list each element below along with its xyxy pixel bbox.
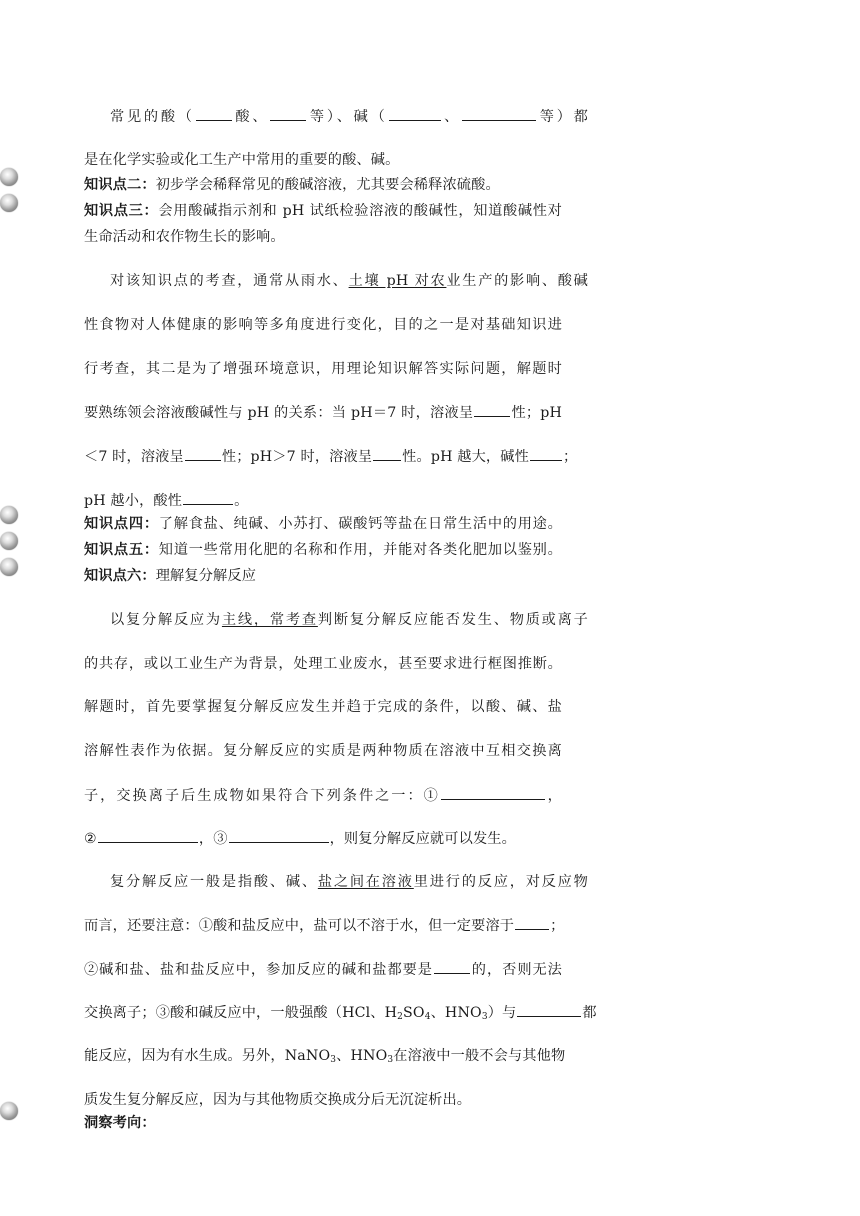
- answer-blank[interactable]: [389, 106, 441, 121]
- answer-blank[interactable]: [196, 106, 232, 121]
- answer-blank[interactable]: [515, 915, 549, 930]
- knowledge-label: 知识点三：: [84, 203, 159, 219]
- text-line: 子，交换离子后生成物如果符合下列条件之一：① ，: [84, 785, 562, 806]
- answer-blank[interactable]: [270, 106, 306, 121]
- knowledge-point-4: 知识点四：了解食盐、纯碱、小苏打、碳酸钙等盐在日常生活中的用途。: [84, 516, 562, 532]
- answer-blank[interactable]: [98, 828, 198, 843]
- text-line: 是在化学实验或化工生产中常用的重要的酸、碱。: [84, 152, 400, 168]
- binder-hole-icon: [0, 558, 18, 576]
- knowledge-label: 知识点四：: [84, 516, 159, 532]
- text-line: 生命活动和农作物生长的影响。: [84, 229, 285, 245]
- knowledge-label: 知识点五：: [84, 542, 159, 558]
- answer-blank[interactable]: [183, 490, 233, 505]
- text-line: 的共存，或以工业生产为背景，处理工业废水，甚至要求进行框图推断。: [84, 656, 562, 672]
- text-line: pH 越小，酸性 。: [84, 490, 562, 511]
- answer-blank[interactable]: [462, 106, 536, 121]
- knowledge-point-5: 知识点五：知道一些常用化肥的名称和作用，并能对各类化肥加以鉴别。: [84, 542, 562, 558]
- binder-hole-icon: [0, 1102, 18, 1120]
- text-line: 性食物对人体健康的影响等多角度进行变化，目的之一是对基础知识进: [84, 317, 562, 333]
- binder-hole-icon: [0, 506, 18, 524]
- knowledge-label: 知识点六：: [84, 568, 156, 584]
- text-line: 行考查，其二是为了增强环境意识，用理论知识解答实际问题，解题时: [84, 361, 562, 377]
- text-line: 解题时，首先要掌握复分解反应发生并趋于完成的条件，以酸、碱、盐: [84, 699, 562, 715]
- text-line: 以复分解反应为主线，常考查判断复分解反应能否发生、物质或离子: [110, 612, 588, 628]
- text-line: 交换离子；③酸和碱反应中，一般强酸（HCl、$H_2SO_4$、$HNO_3$）与 都: [84, 1002, 562, 1023]
- answer-blank[interactable]: [517, 1002, 581, 1017]
- binder-hole-icon: [0, 168, 18, 186]
- answer-blank[interactable]: [530, 446, 562, 461]
- text-line: ＜7 时，溶液呈 性；pH＞7 时，溶液呈 性。pH 越大，碱性 ；: [84, 446, 562, 467]
- knowledge-point-6: 知识点六：理解复分解反应: [84, 568, 257, 584]
- answer-blank[interactable]: [474, 402, 510, 417]
- answer-blank[interactable]: [185, 446, 221, 461]
- binder-hole-icon: [0, 194, 18, 212]
- answer-blank[interactable]: [229, 828, 329, 843]
- answer-blank[interactable]: [373, 446, 401, 461]
- insight-heading: 洞察考向：: [84, 1115, 156, 1131]
- knowledge-label: 知识点二：: [84, 177, 156, 193]
- text-line: 能反应，因为有水生成。另外，NaNO$_3$、$HNO_3$在溶液中一般不会与其他物: [84, 1048, 566, 1065]
- text-line: 复分解反应一般是指酸、碱、盐之间在溶液里进行的反应，对反应物: [110, 874, 588, 890]
- text-line: ② ，③ ，则复分解反应就可以发生。: [84, 828, 562, 849]
- text-line: ②碱和盐、盐和盐反应中，参加反应的碱和盐都要是 的，否则无法: [84, 959, 562, 980]
- text-line: 质发生复分解反应，因为与其他物质交换成分后无沉淀析出。: [84, 1092, 472, 1108]
- answer-blank[interactable]: [434, 959, 470, 974]
- knowledge-point-3: 知识点三：会用酸碱指示剂和 pH 试纸检验溶液的酸碱性，知道酸碱性对: [84, 203, 562, 219]
- text-line: 溶解性表作为依据。复分解反应的实质是两种物质在溶液中互相交换离: [84, 743, 562, 759]
- text-line: 而言，还要注意：①酸和盐反应中，盐可以不溶于水，但一定要溶于 ；: [84, 915, 562, 936]
- text-line: 要熟练领会溶液酸碱性与 pH 的关系：当 pH＝7 时，溶液呈 性；pH: [84, 402, 562, 423]
- answer-blank[interactable]: [441, 785, 545, 800]
- text-line: 对该知识点的考查，通常从雨水、土壤 pH 对农业生产的影响、酸碱: [110, 273, 588, 289]
- knowledge-point-2: 知识点二：初步学会稀释常见的酸碱溶液，尤其要会稀释浓硫酸。: [84, 177, 500, 193]
- binder-hole-icon: [0, 532, 18, 550]
- text-line: 常见的酸（ 酸、 等）、碱（ 、 等）都: [84, 106, 588, 127]
